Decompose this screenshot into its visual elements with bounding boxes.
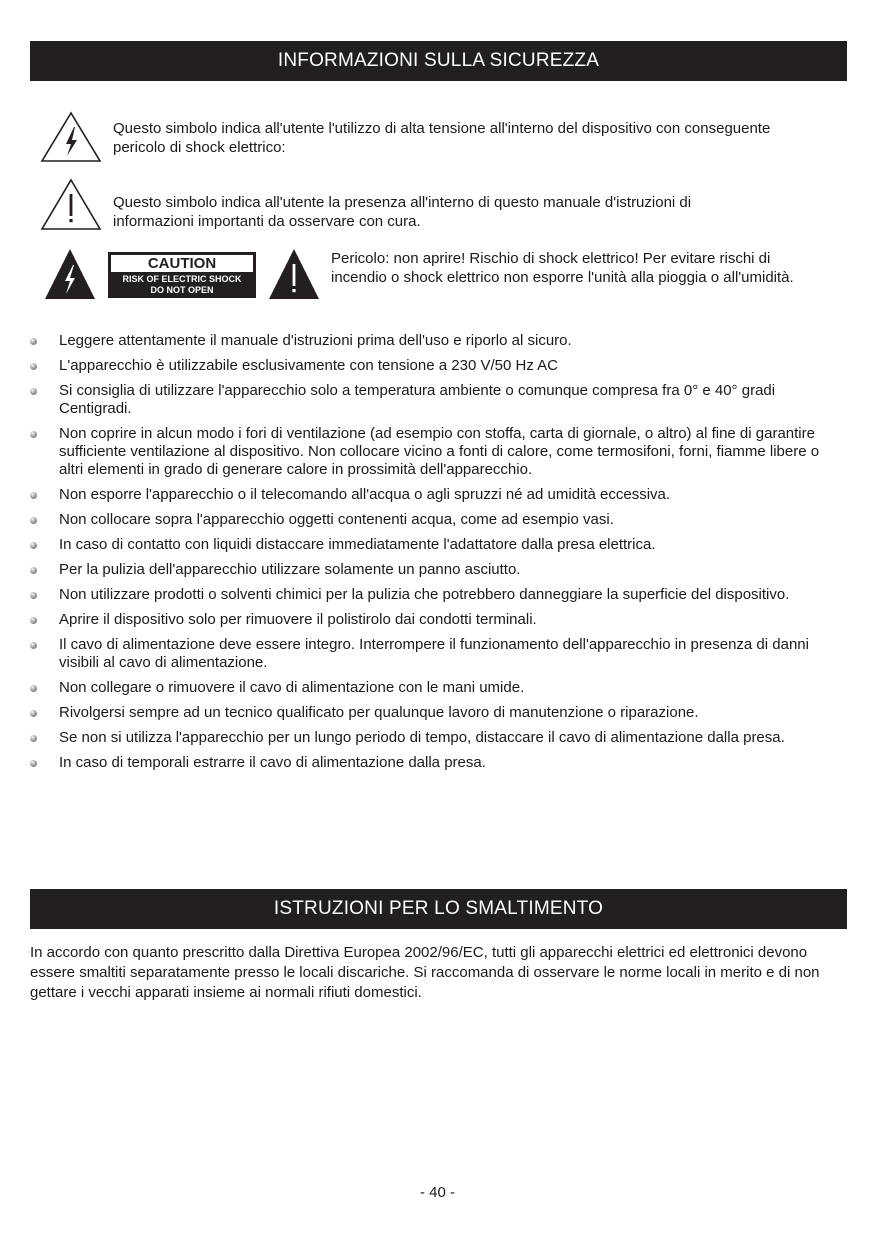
list-item — [30, 754, 820, 772]
list-item — [30, 561, 820, 579]
list-item-text: Si consiglia di utilizzare l'apparecchio solo a temperatura ambiente o comunque compresa fra 0° e 40° gradi Centigradi. — [59, 382, 776, 417]
bullet-icon — [30, 760, 37, 767]
list-item-text: Rivolgersi sempre ad un tecnico qualificato per qualunque lavoro di manutenzione o riparazione. — [59, 704, 699, 721]
bullet-icon — [30, 517, 37, 524]
exclamation-warning-icon — [40, 178, 102, 232]
bullet-icon — [30, 617, 37, 624]
high-voltage-warning-icon — [40, 111, 102, 163]
list-item — [30, 611, 820, 629]
bullet-icon — [30, 592, 37, 599]
list-item — [30, 729, 820, 747]
list-item — [30, 357, 820, 375]
page-number: - 40 - — [419, 1184, 455, 1201]
list-item-text: Leggere attentamente il manuale d'istruzioni prima dell'uso e riporlo al sicuro. — [59, 332, 572, 349]
list-item — [30, 536, 820, 554]
bullet-icon — [30, 685, 37, 692]
list-item-text: Aprire il dispositivo solo per rimuovere il polistirolo dai condotti terminali. — [59, 611, 537, 628]
list-item — [30, 704, 820, 722]
list-item-text: In caso di temporali estrarre il cavo di alimentazione dalla presa. — [59, 754, 486, 771]
caution-label — [108, 252, 256, 298]
list-item — [30, 382, 820, 418]
bullet-icon — [30, 642, 37, 649]
list-item-text: Per la pulizia dell'apparecchio utilizzare solamente un panno asciutto. — [59, 561, 521, 578]
caution-label-line1: RISK OF ELECTRIC SHOCK — [122, 274, 242, 284]
bullet-icon — [30, 492, 37, 499]
list-item — [30, 586, 820, 604]
list-item-text: Non collocare sopra l'apparecchio oggetti contenenti acqua, come ad esempio vasi. — [59, 511, 614, 528]
bullet-icon — [30, 363, 37, 370]
list-item-text: Non coprire in alcun modo i fori di ventilazione (ad esempio con stoffa, carta di giornale, o altro) al fine di garantire sufficiente ventilazione al dispositivo. Non collocare vicino a fonti di calore, come termosifoni, forni, fiamme libere o altri elementi in grado di generare calore in prossimità dell'apparecchio. — [59, 425, 820, 478]
bullet-icon — [30, 338, 37, 345]
bullet-icon — [30, 710, 37, 717]
list-item-text: L'apparecchio è utilizzabile esclusivamente con tensione a 230 V/50 Hz AC — [59, 357, 558, 374]
safety-instructions-list — [30, 332, 820, 779]
list-item — [30, 332, 820, 350]
caution-label-line2: DO NOT OPEN — [150, 285, 214, 295]
list-item — [30, 636, 820, 672]
caution-label-title: CAUTION — [111, 255, 253, 272]
list-item — [30, 679, 820, 697]
danger-notice-text: Pericolo: non aprire! Rischio di shock elettrico! Per evitare rischi di incendio o shock elettrico non esporre l'unità alla pioggia o all'umidità. — [331, 250, 794, 286]
bullet-icon — [30, 735, 37, 742]
list-item-text: Se non si utilizza l'apparecchio per un lungo periodo di tempo, distaccare il cavo di alimentazione dalla presa. — [59, 729, 785, 746]
bullet-icon — [30, 388, 37, 395]
bullet-icon — [30, 567, 37, 574]
bullet-icon — [30, 542, 37, 549]
list-item-text: Il cavo di alimentazione deve essere integro. Interrompere il funzionamento dell'apparecchio in presenza di danni visibili al cavo di alimentazione. — [59, 636, 809, 671]
list-item-text: Non esporre l'apparecchio o il telecomando all'acqua o agli spruzzi né ad umidità eccessiva. — [59, 486, 671, 503]
list-item-text: Non utilizzare prodotti o solventi chimici per la pulizia che potrebbero danneggiare la superficie del dispositivo. — [59, 586, 790, 603]
disposal-section-title: ISTRUZIONI PER LO SMALTIMENTO — [30, 889, 847, 929]
list-item-text: In caso di contatto con liquidi distaccare immediatamente l'adattatore dalla presa elettrica. — [59, 536, 656, 553]
high-voltage-notice-text: Questo simbolo indica all'utente l'utilizzo di alta tensione all'interno del dispositivo con conseguente pericolo di shock elettrico: — [113, 120, 771, 156]
bullet-icon — [30, 431, 37, 438]
safety-section-title: INFORMAZIONI SULLA SICUREZZA — [30, 41, 847, 81]
list-item — [30, 511, 820, 529]
exclamation-warning-icon — [268, 248, 320, 300]
attention-notice-text: Questo simbolo indica all'utente la presenza all'interno di questo manuale d'istruzioni di informazioni importanti da osservare con cura. — [113, 194, 692, 230]
list-item — [30, 425, 820, 479]
disposal-text: In accordo con quanto prescritto dalla Direttiva Europea 2002/96/EC, tutti gli apparecchi elettrici ed elettronici devono essere smaltiti separatamente presso le locali discariche. Si raccomanda di osservare le norme locali in merito e di non gettare i vecchi apparati insieme ai normali rifiuti domestici. — [30, 944, 820, 1001]
list-item-text: Non collegare o rimuovere il cavo di alimentazione con le mani umide. — [59, 679, 525, 696]
list-item — [30, 486, 820, 504]
high-voltage-warning-icon — [44, 248, 96, 300]
